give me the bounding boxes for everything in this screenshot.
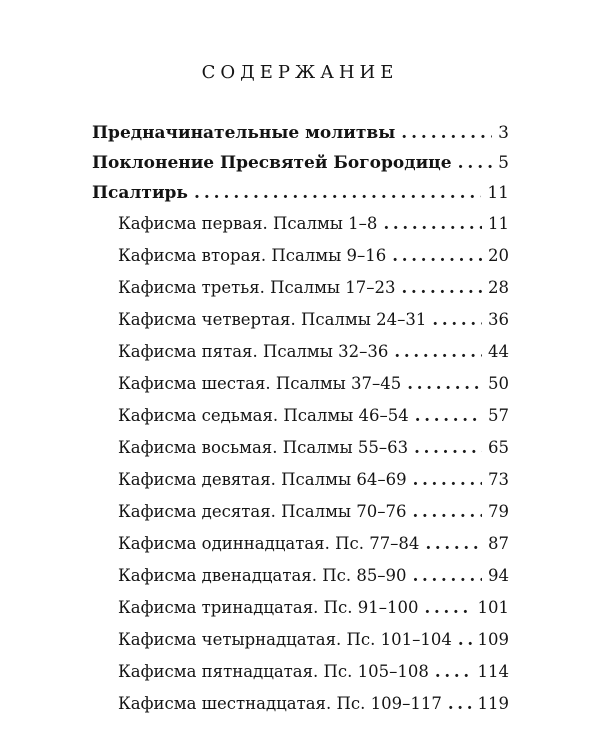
dot-leader	[413, 560, 482, 592]
toc-page-number: 20	[488, 246, 509, 265]
dot-leader	[425, 528, 482, 560]
toc-subsection-entry	[0, 272, 600, 304]
toc-subsection-entry	[0, 496, 600, 528]
toc-entry-label: Кафисма третья. Псалмы 17–23	[118, 278, 396, 297]
toc-page-number: 36	[488, 310, 509, 329]
toc-page-number: 44	[488, 342, 509, 361]
toc-section-entry	[0, 148, 600, 178]
toc-page-number: 28	[488, 278, 509, 297]
toc-section-entry	[0, 178, 600, 208]
toc-page-number: 101	[477, 598, 509, 617]
toc-entry-label: Кафисма четвертая. Псалмы 24–31	[118, 310, 427, 329]
toc-subsection-entry	[0, 432, 600, 464]
toc-section-entry	[0, 118, 600, 148]
toc-entry-label: Псалтирь	[92, 183, 188, 203]
toc-subsection-entry	[0, 208, 600, 240]
toc-subsection-entry	[0, 240, 600, 272]
toc-subsection-entry	[0, 656, 600, 688]
toc-subsection-entry	[0, 592, 600, 624]
toc-subsection-entry	[0, 688, 600, 720]
toc-subsection-entry	[0, 336, 600, 368]
dot-leader	[458, 148, 493, 178]
dot-leader	[401, 118, 492, 148]
dot-leader	[407, 368, 482, 400]
toc-entry-label: Кафисма шестая. Псалмы 37–45	[118, 374, 402, 393]
dot-leader	[432, 304, 482, 336]
toc-entry-label: Поклонение Пресвятей Богородице	[92, 153, 452, 173]
toc-entry-label: Кафисма тринадцатая. Пс. 91–100	[118, 598, 419, 617]
toc-entry-label: Кафисма двенадцатая. Пс. 85–90	[118, 566, 407, 585]
toc-page-number: 119	[477, 694, 509, 713]
dot-leader	[414, 432, 482, 464]
toc-page-number: 114	[477, 662, 509, 681]
dot-leader	[425, 592, 472, 624]
dot-leader	[392, 240, 482, 272]
toc-entry-label: Кафисма восьмая. Псалмы 55–63	[118, 438, 409, 457]
dot-leader	[458, 624, 472, 656]
toc-page-number: 73	[488, 470, 509, 489]
toc-page-number: 11	[488, 214, 509, 233]
toc-entry-label: Кафисма десятая. Псалмы 70–76	[118, 502, 407, 521]
toc-page-number: 109	[477, 630, 509, 649]
dot-leader	[383, 208, 482, 240]
toc-subsection-entry	[0, 560, 600, 592]
toc-entry-label: Кафисма первая. Псалмы 1–8	[118, 214, 378, 233]
toc-entry-label: Кафисма пятая. Псалмы 32–36	[118, 342, 389, 361]
toc-page-number: 57	[488, 406, 509, 425]
dot-leader	[435, 656, 472, 688]
toc-subsection-entry	[0, 624, 600, 656]
toc-entry-label: Кафисма одиннадцатая. Пс. 77–84	[118, 534, 420, 553]
toc-page-number: 5	[498, 153, 509, 173]
toc-subsection-entry	[0, 464, 600, 496]
toc-subsection-entry	[0, 400, 600, 432]
toc-page-number: 79	[488, 502, 509, 521]
toc-page-number: 65	[488, 438, 509, 457]
dot-leader	[448, 688, 472, 720]
dot-leader	[402, 272, 482, 304]
toc-entry-label: Кафисма девятая. Псалмы 64–69	[118, 470, 407, 489]
toc-page-number: 87	[488, 534, 509, 553]
page-title: СОДЕРЖАНИЕ	[201, 62, 399, 83]
toc-entry-label: Предначинательные молитвы	[92, 123, 396, 143]
table-of-contents	[0, 118, 600, 720]
toc-entry-label: Кафисма вторая. Псалмы 9–16	[118, 246, 387, 265]
toc-entry-label: Кафисма четырнадцатая. Пс. 101–104	[118, 630, 452, 649]
toc-page-number: 3	[498, 123, 509, 143]
toc-entry-label: Кафисма пятнадцатая. Пс. 105–108	[118, 662, 429, 681]
toc-entry-label: Кафисма седьмая. Псалмы 46–54	[118, 406, 409, 425]
dot-leader	[413, 496, 482, 528]
toc-entry-label: Кафисма шестнадцатая. Пс. 109–117	[118, 694, 442, 713]
dot-leader	[413, 464, 482, 496]
toc-page-number: 94	[488, 566, 509, 585]
dot-leader	[415, 400, 482, 432]
toc-page-number: 11	[487, 183, 509, 203]
toc-subsection-entry	[0, 368, 600, 400]
dot-leader	[394, 336, 482, 368]
toc-subsection-entry	[0, 528, 600, 560]
dot-leader	[194, 178, 481, 208]
toc-subsection-entry	[0, 304, 600, 336]
toc-page-number: 50	[488, 374, 509, 393]
